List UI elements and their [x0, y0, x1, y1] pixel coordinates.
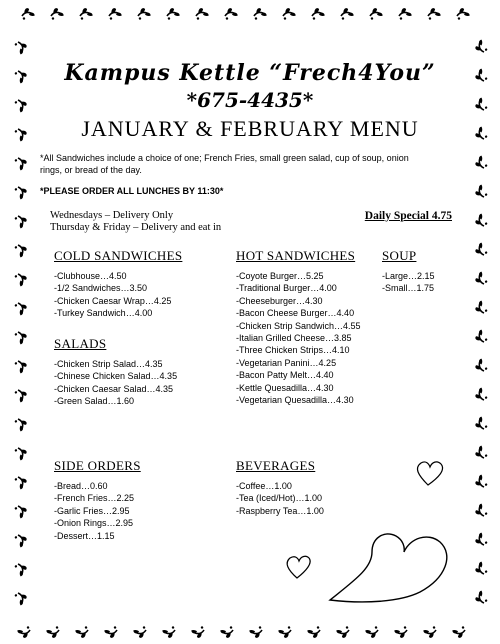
menu-item: -Garlic Fries…2.95	[54, 505, 130, 516]
vine-sprig	[249, 626, 264, 640]
vine-sprig	[473, 126, 488, 142]
vine-sprig	[78, 6, 93, 20]
vine-sprig	[165, 6, 180, 20]
vine-sprig	[473, 329, 488, 345]
menu-item: -Coyote Burger…5.25	[236, 271, 324, 281]
vine-sprig	[14, 532, 29, 548]
hot-sandwiches-section	[236, 248, 361, 406]
menu-item: -Chicken Caesar Salad…4.35	[54, 383, 174, 394]
vine-sprig	[473, 503, 488, 519]
menu-item: -1/2 Sandwiches…3.50	[54, 283, 148, 294]
vine-sprig	[107, 6, 122, 20]
vine-sprig	[14, 474, 29, 490]
vine-sprig	[455, 6, 470, 20]
menu-item: -Bacon Patty Melt…4.40	[236, 370, 334, 381]
vine-sprig	[14, 387, 29, 403]
vine-sprig	[20, 6, 35, 20]
vine-sprig	[14, 97, 29, 113]
vine-sprig	[473, 474, 488, 490]
vine-sprig	[133, 626, 148, 640]
menu-item: -Onion Rings…2.95	[54, 518, 134, 529]
item-list	[54, 358, 177, 408]
vine-sprig	[426, 6, 441, 20]
vine-sprig	[14, 416, 29, 432]
vine-sprig	[310, 6, 325, 20]
menu-item: -Chicken Caesar Wrap…4.25	[54, 295, 172, 306]
vine-sprig	[473, 387, 488, 403]
delivery-line-1: Wednesdays – Delivery Only	[50, 210, 174, 221]
vine-sprig	[473, 445, 488, 461]
menu-item: -Chinese Chicken Salad…4.35	[54, 371, 178, 382]
vine-sprig	[14, 184, 29, 200]
menu-item: -Vegetarian Panini…4.25	[236, 357, 337, 368]
salads-section	[54, 336, 177, 408]
vine-sprig	[473, 242, 488, 258]
item-list	[236, 480, 324, 517]
vine-sprig	[75, 626, 90, 640]
delivery-info	[50, 210, 460, 234]
menu-item: -Tea (Iced/Hot)…1.00	[236, 493, 323, 504]
vine-sprig	[14, 271, 29, 287]
vine-sprig	[473, 68, 488, 84]
vine-sprig	[473, 97, 488, 113]
sandwich-note: *All Sandwiches include a choice of one; French Fries, small green salad, cup of soup, onion rings, or bread of the day.	[40, 153, 409, 175]
menu-item: -Bacon Cheese Burger…4.40	[236, 308, 355, 319]
order-deadline-note: *PLEASE ORDER ALL LUNCHES BY 11:30*	[40, 186, 224, 196]
menu-item: -Chicken Strip Salad…4.35	[54, 359, 163, 369]
menu-item: -Small…1.75	[382, 283, 435, 294]
page-title: Kampus Kettle “Frech4You”	[64, 60, 436, 86]
vine-sprig	[14, 503, 29, 519]
vine-sprig	[14, 358, 29, 374]
menu-item: -Italian Grilled Cheese…3.85	[236, 333, 352, 344]
vine-sprig	[49, 6, 64, 20]
vine-sprig	[473, 39, 488, 55]
vine-sprig	[473, 155, 488, 171]
vine-sprig	[473, 300, 488, 316]
item-list	[236, 270, 361, 406]
vine-sprig	[14, 561, 29, 577]
vine-sprig	[473, 358, 488, 374]
vine-sprig	[14, 445, 29, 461]
vine-sprig	[394, 626, 409, 640]
section-heading: HOT SANDWICHES	[236, 248, 356, 263]
vine-sprig	[14, 300, 29, 316]
vine-sprig	[278, 626, 293, 640]
side-orders-section	[54, 458, 141, 542]
menu-item: -Chicken Strip Sandwich…4.55	[236, 320, 361, 331]
vine-sprig	[336, 626, 351, 640]
menu-item: -Turkey Sandwich…4.00	[54, 308, 153, 319]
vine-sprig	[223, 6, 238, 20]
vine-sprig	[281, 6, 296, 20]
vine-sprig	[473, 213, 488, 229]
vine-sprig	[46, 626, 61, 640]
vine-sprig	[104, 626, 119, 640]
menu-item: -Vegetarian Quesadilla…4.30	[236, 395, 354, 406]
vine-sprig	[136, 6, 151, 20]
item-list	[382, 270, 435, 295]
menu-item: -Bread…0.60	[54, 481, 108, 491]
vine-sprig	[14, 590, 29, 606]
vine-sprig	[339, 6, 354, 20]
vine-sprig	[473, 271, 488, 287]
section-heading: SALADS	[54, 336, 107, 351]
menu-heading: JANUARY & FEBRUARY MENU	[81, 116, 419, 141]
vine-sprig	[307, 626, 322, 640]
vine-sprig	[14, 155, 29, 171]
menu-item: -Cheeseburger…4.30	[236, 295, 323, 306]
section-heading: COLD SANDWICHES	[54, 248, 183, 263]
vine-sprig	[452, 626, 467, 640]
daily-special: Daily Special 4.75	[364, 210, 452, 222]
vine-sprig	[220, 626, 235, 640]
menu-item: -Kettle Quesadilla…4.30	[236, 382, 334, 393]
vine-sprig	[473, 532, 488, 548]
menu-item: -Dessert…1.15	[54, 530, 115, 541]
vine-sprig	[14, 126, 29, 142]
menu-item: -Green Salad…1.60	[54, 396, 135, 407]
vine-sprig	[162, 626, 177, 640]
menu-item: -Traditional Burger…4.00	[236, 283, 337, 294]
menu-item: -French Fries…2.25	[54, 493, 135, 504]
menu-item: -Large…2.15	[382, 271, 435, 281]
vine-sprig	[14, 329, 29, 345]
vine-sprig	[423, 626, 438, 640]
soup-section	[382, 248, 435, 295]
section-heading: SOUP	[382, 248, 417, 263]
section-heading: SIDE ORDERS	[54, 458, 141, 473]
cold-sandwiches-section	[54, 248, 182, 320]
item-list	[54, 480, 141, 542]
menu-item: -Three Chicken Strips…4.10	[236, 345, 350, 356]
menu-item: -Coffee…1.00	[236, 481, 292, 491]
section-heading: BEVERAGES	[236, 458, 316, 473]
vine-sprig	[473, 416, 488, 432]
vine-sprig	[473, 561, 488, 577]
vine-sprig	[365, 626, 380, 640]
vine-sprig	[368, 6, 383, 20]
vine-sprig	[473, 184, 488, 200]
vine-sprig	[252, 6, 267, 20]
vine-sprig	[397, 6, 412, 20]
phone-number: *675-4435*	[186, 88, 314, 112]
item-list	[54, 270, 182, 320]
vine-sprig	[14, 242, 29, 258]
beverages-section	[236, 458, 324, 517]
delivery-line-2: Thursday & Friday – Delivery and eat in	[50, 222, 222, 233]
menu-item: -Raspberry Tea…1.00	[236, 505, 324, 516]
menu-item: -Clubhouse…4.50	[54, 271, 127, 281]
vine-sprig	[194, 6, 209, 20]
vine-sprig	[17, 626, 32, 640]
vine-sprig	[14, 213, 29, 229]
vine-sprig	[473, 590, 488, 606]
menu-page	[40, 46, 460, 606]
vine-sprig	[191, 626, 206, 640]
vine-sprig	[14, 39, 29, 55]
vine-sprig	[14, 68, 29, 84]
